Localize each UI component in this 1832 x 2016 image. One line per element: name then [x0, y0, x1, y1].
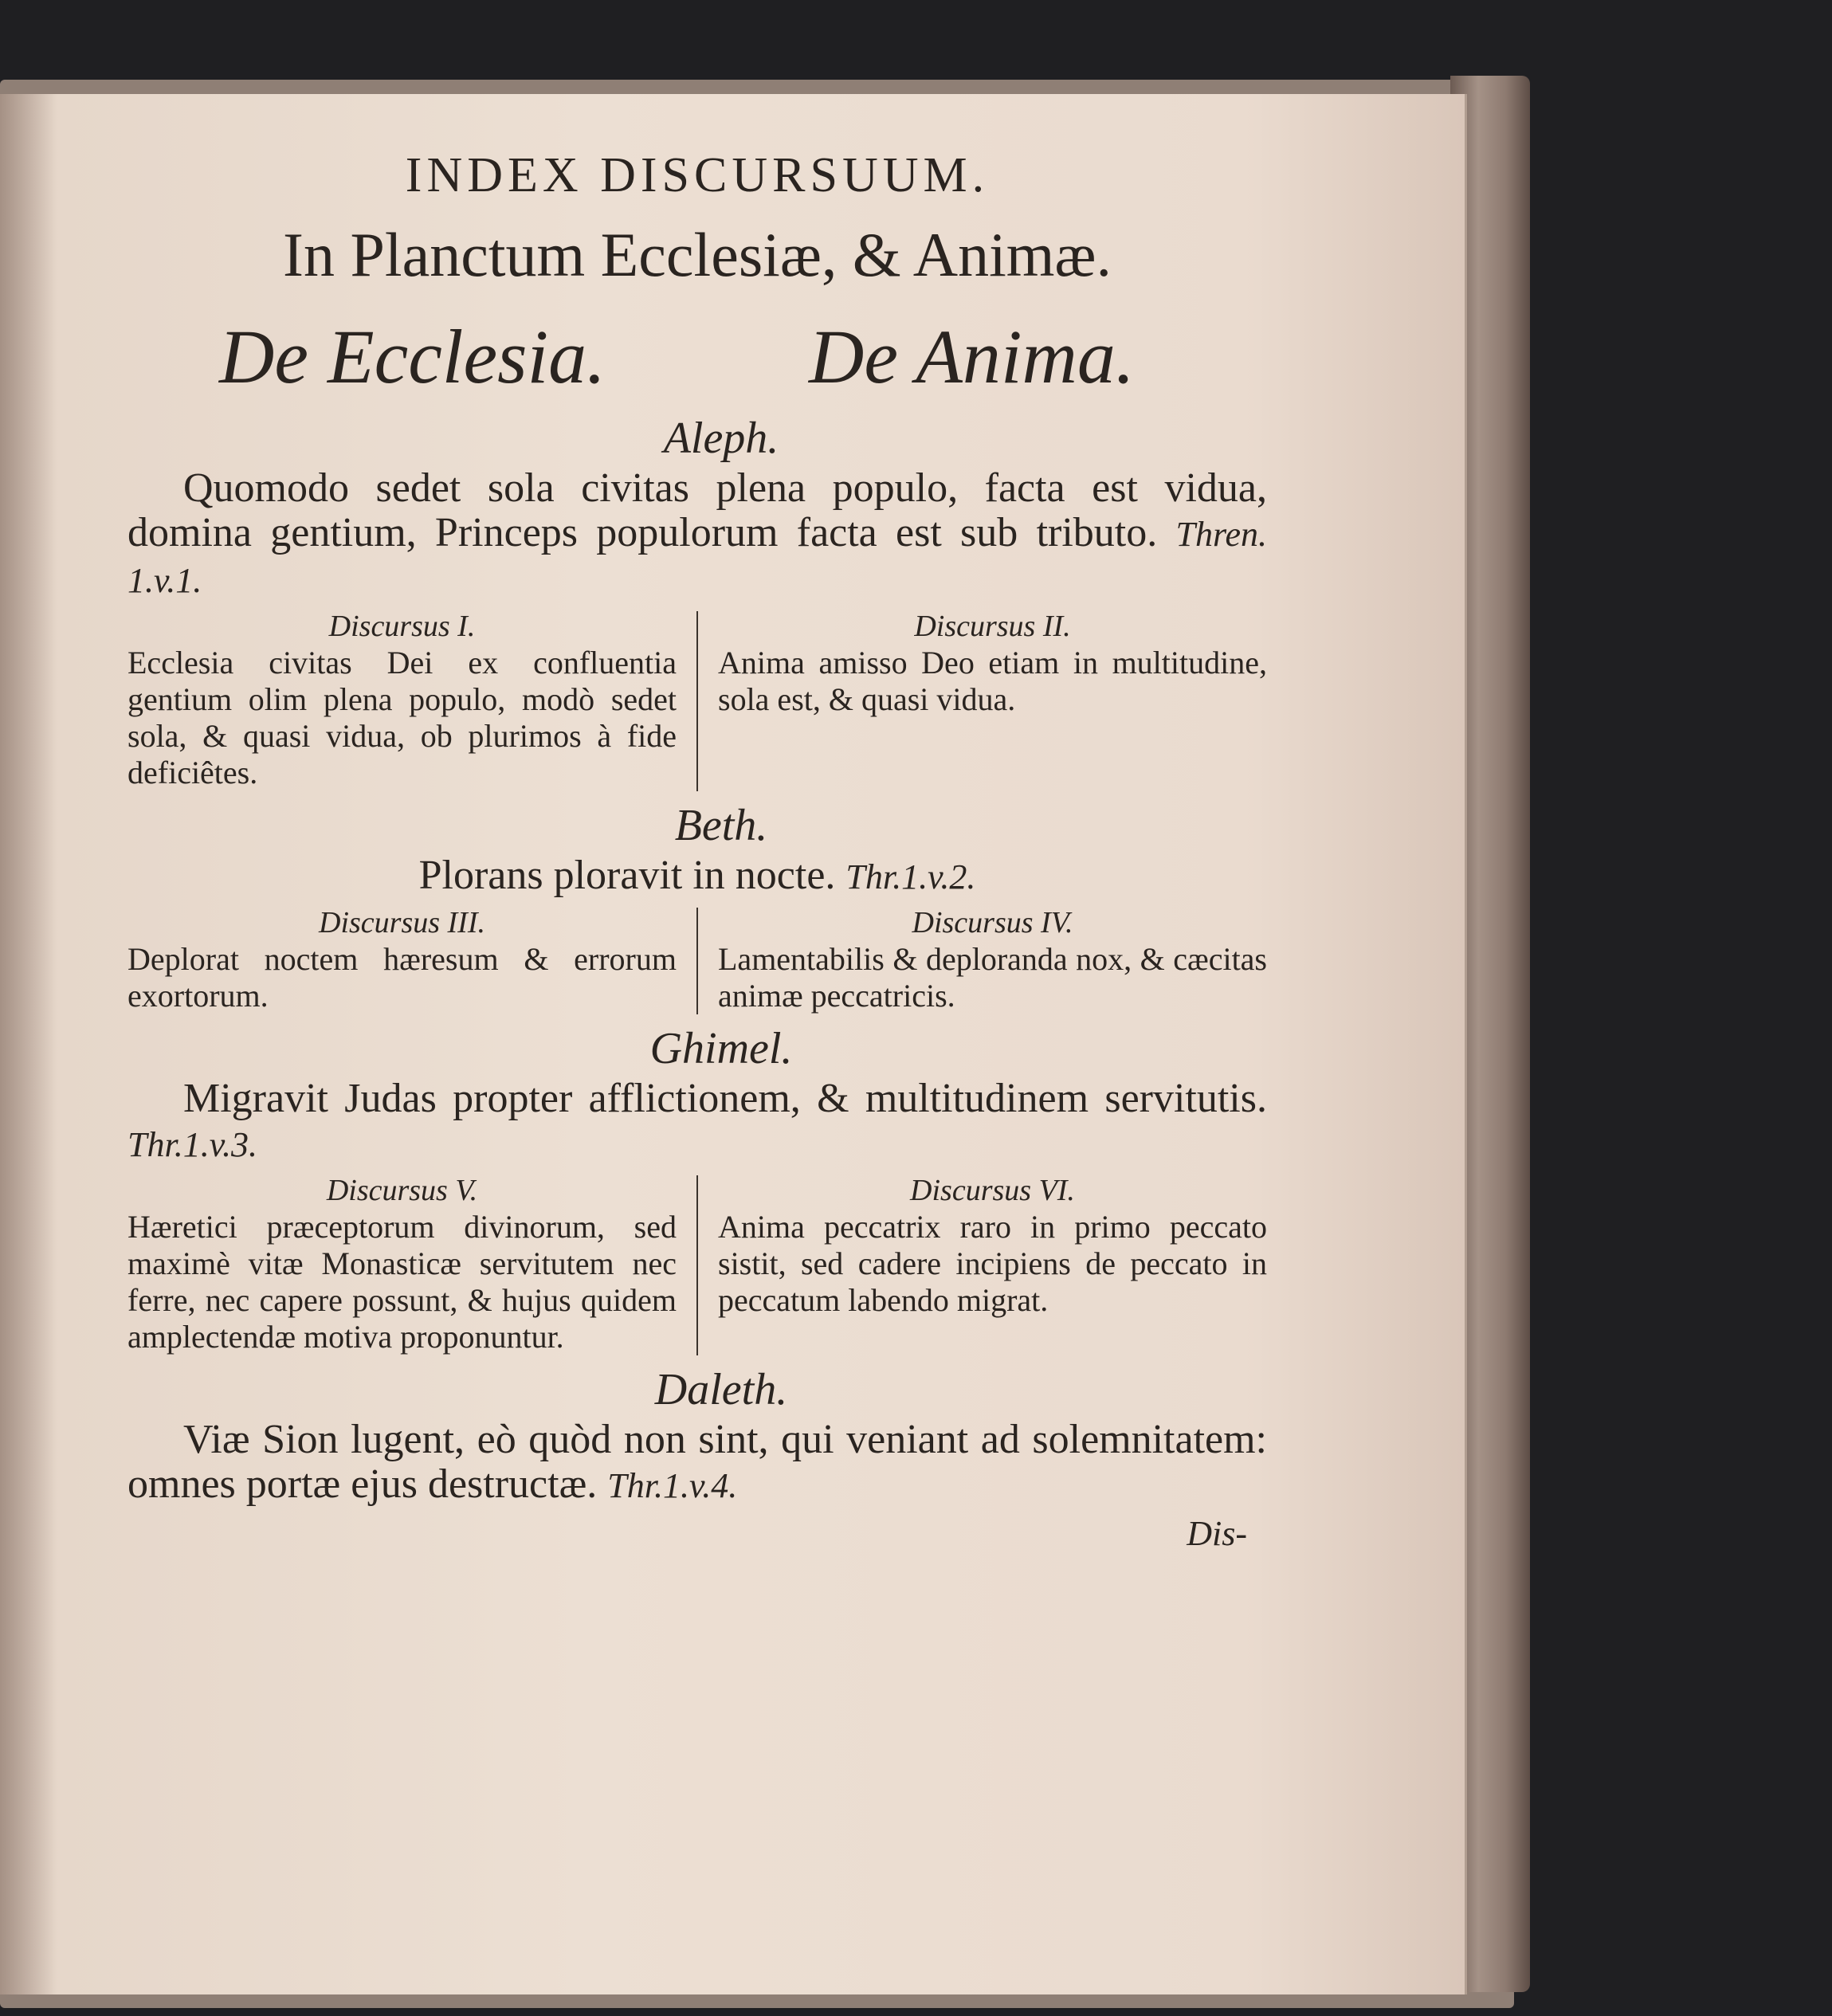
right-column-heading: De Anima.: [809, 314, 1135, 399]
discourse-right: [698, 1172, 1267, 1355]
page-title: INDEX DISCURSUUM.: [405, 148, 990, 202]
verse-reference: Thren. 1.v.1.: [127, 515, 1268, 600]
verse-text: [127, 853, 1267, 900]
discourse-left: [127, 904, 696, 1014]
verse-body: Viæ Sion lugent, eò quòd non sint, qui veniant ad solemnitatem: omnes portæ ejus destructæ.: [127, 1417, 1267, 1507]
hebrew-letter-heading: Beth.: [674, 801, 768, 850]
discourse-text: Deplorat noctem hæresum & errorum exortorum.: [127, 941, 677, 1014]
discourse-text: Hæretici præceptorum divinorum, sed maximè vitæ Monasticæ servitutem nec ferre, nec capere possunt, & hujus quidem amplectendæ motiva proponuntur.: [127, 1209, 677, 1355]
column-headings: [127, 303, 1267, 410]
gutter-shadow: [0, 94, 56, 1994]
discourse-columns: [127, 608, 1267, 791]
discourse-heading: Discursus II.: [914, 610, 1071, 643]
discourse-left: [127, 608, 696, 791]
verse-text: [127, 1418, 1267, 1508]
discourse-heading: Discursus VI.: [910, 1174, 1075, 1207]
discourse-heading: Discursus V.: [326, 1174, 478, 1207]
discourse-text: Ecclesia civitas Dei ex confluentia gentium olim plena populo, modò sedet sola, & quasi vidua, ob plurimos à fide deficiêtes.: [127, 645, 677, 790]
discourse-columns: [127, 1172, 1267, 1355]
discourse-right: [698, 904, 1267, 1014]
verse-reference: Thr.1.v.4.: [607, 1466, 738, 1505]
discourse-right: [698, 608, 1267, 791]
discourse-text: Anima peccatrix raro in primo peccato sistit, sed cadere incipiens de peccato in peccatum labendo migrat.: [718, 1209, 1267, 1318]
discourse-text: Lamentabilis & deploranda nox, & cæcitas animæ peccatricis.: [718, 941, 1267, 1014]
discourse-heading: Discursus III.: [319, 906, 485, 939]
verse-text: [127, 1077, 1267, 1167]
verse-body: Plorans ploravit in nocte.: [418, 853, 836, 898]
hebrew-letter-heading: Aleph.: [663, 414, 779, 463]
discourse-text: Anima amisso Deo etiam in multitudine, sola est, & quasi vidua.: [718, 645, 1267, 717]
hebrew-letter-heading: Daleth.: [654, 1365, 788, 1414]
discourse-heading: Discursus I.: [328, 610, 476, 643]
discourse-columns: [127, 904, 1267, 1014]
hebrew-letter-heading: Ghimel.: [649, 1024, 793, 1073]
page-subtitle: In Planctum Ecclesiæ, & Animæ.: [283, 220, 1112, 289]
discourse-left: [127, 1172, 696, 1355]
verse-reference: Thr.1.v.2.: [845, 857, 976, 896]
catchword: Dis-: [1187, 1514, 1247, 1553]
left-column-heading: De Ecclesia.: [219, 314, 606, 399]
verse-reference: Thr.1.v.3.: [127, 1125, 257, 1164]
verse-body: Migravit Judas propter afflictionem, & multitudinem servitutis.: [183, 1076, 1267, 1121]
verse-body: Quomodo sedet sola civitas plena populo, facta est vidua, domina gentium, Princeps populorum facta est sub tributo.: [127, 465, 1267, 555]
page-content: [127, 143, 1267, 1554]
verse-text: [127, 466, 1267, 603]
discourse-heading: Discursus IV.: [912, 906, 1073, 939]
